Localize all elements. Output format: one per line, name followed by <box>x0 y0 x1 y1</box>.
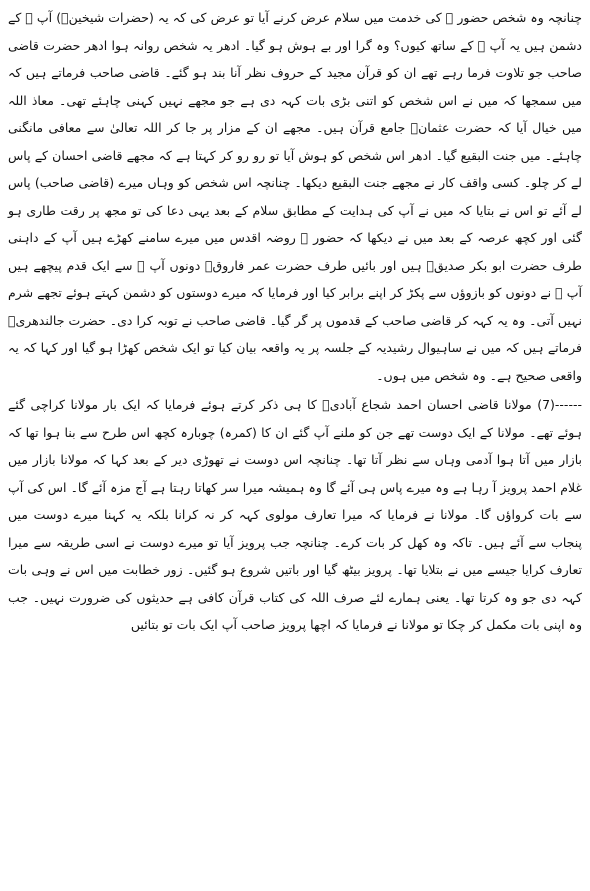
paragraph-text: چنانچہ وہ شخص حضور ﷺ کی خدمت میں سلام عرض کرنے آیا تو عرض کی کہ یہ (حضرات شیخینؓ) آپ ﷺ کے دشمن ہیں یہ آپ ﷺ کے ساتھ کیوں؟ وہ گرا اور بے ہوش ہو گیا۔ ادھر یہ شخص روانہ ہوا ادھر حضرت قاضی صاحب جو تلاوت فرما رہے تھے ان کو قرآن مجید کے حروف نظر آنا بند ہو گئے۔ قاضی صاحب فرماتے ہیں کہ میں سمجھا کہ میں نے اس شخص کو اتنی بڑی بات کہہ دی ہے جو مجھے نہیں کہنی چاہئے تھی۔ معاذ اللہ میں خیال آیا کہ حضرت عثمانؓ جامع قرآن ہیں۔ مجھے ان کے مزار پر جا کر اللہ تعالیٰ سے معافی مانگنی چاہئے۔ میں جنت البقیع گیا۔ ادھر اس شخص کو ہوش آیا تو رو رو کر کہتا ہے کہ مجھے قاضی احسان کے پاس لے کر چلو۔ کسی واقف کار نے مجھے جنت البقیع دیکھا۔ چنانچہ اس شخص کو وہاں میرے (قاضی صاحب) پاس لے آئے تو اس نے بتایا کہ میں نے آپ کی ہدایت کے مطابق سلام کے بعد یہی دعا کی تو مجھ پر رقت طاری ہو گئی اور کچھ عرصہ کے بعد میں نے دیکھا کہ حضور ﷺ روضہ اقدس میں میرے سامنے کھڑے ہیں آپ کے داہنی طرف حضرت ابو بکر صدیقؓ ہیں اور بائیں طرف حضرت عمر فاروقؓ دونوں آپ ﷺ سے ایک قدم پیچھے ہیں آپ ﷺ نے دونوں کو بازوؤں سے پکڑ کر اپنے برابر کیا اور فرمایا کہ میرے دوستوں کو دشمن کہتے ہوئے تجھے شرم نہیں آتی۔ وہ یہ کہہ کر قاضی صاحب کے قدموں پر گر گیا۔ قاضی صاحب نے توبہ کرا دی۔ حضرت جالندھریؒ فرماتے ہیں کہ میں نے ساہیوال رشیدیہ کے جلسہ پر یہ واقعہ بیان کیا تو ایک شخص کھڑا ہو گیا اور کہا کہ یہ واقعی صحیح ہے۔ وہ شخص میں ہوں۔ <box>8 10 582 383</box>
paragraph-number: (7)------ <box>537 397 582 412</box>
paragraph-story-end <box>8 4 582 389</box>
paragraph-seven <box>8 391 582 639</box>
document-page <box>8 4 582 887</box>
paragraph-text: مولانا قاضی احسان احمد شجاع آبادیؒ کا ہی ذکر کرتے ہوئے فرمایا کہ ایک بار مولانا کراچی گئے ہوئے تھے۔ مولانا کے ایک دوست تھے جن کو ملنے آپ گئے ان کا (کمرہ) چوبارہ کچھ اس طرح سے بنا ہوا تھا کہ بازار میں آتا ہوا آدمی وہاں سے نظر آتا تھا۔ چنانچہ اس دوست نے تھوڑی دیر کے بعد کہا کہ مولانا بازار میں غلام احمد پرویز آ رہا ہے وہ میرے پاس ہی آئے گا وہ ہمیشہ میرا سر کھاتا رہتا ہے آج مزہ آئے گا۔ اس کی آپ سے بات کرواؤں گا۔ مولانا نے فرمایا کہ میرا تعارف مولوی کہہ کر نہ کرانا بلکہ یہ کہنا میرے دوست میں پنجاب سے آئے ہیں۔ تاکہ وہ کھل کر بات کرے۔ چنانچہ جب پرویز آیا تو میرے دوست نے اسی طریقہ سے میرا تعارف کرایا جیسے میں نے بتلایا تھا۔ پرویز بیٹھ گیا اور باتیں شروع ہو گئیں۔ زور خطابت میں اس نے وہی بات کہہ دی جو وہ کرتا تھا۔ یعنی ہمارے لئے صرف اللہ کی کتاب قرآن کافی ہے حدیثوں کی ضرورت نہیں۔ جب وہ اپنی بات مکمل کر چکا تو مولانا نے فرمایا کہ اچھا پرویز صاحب آپ ایک بات تو بتائیں <box>8 397 582 632</box>
